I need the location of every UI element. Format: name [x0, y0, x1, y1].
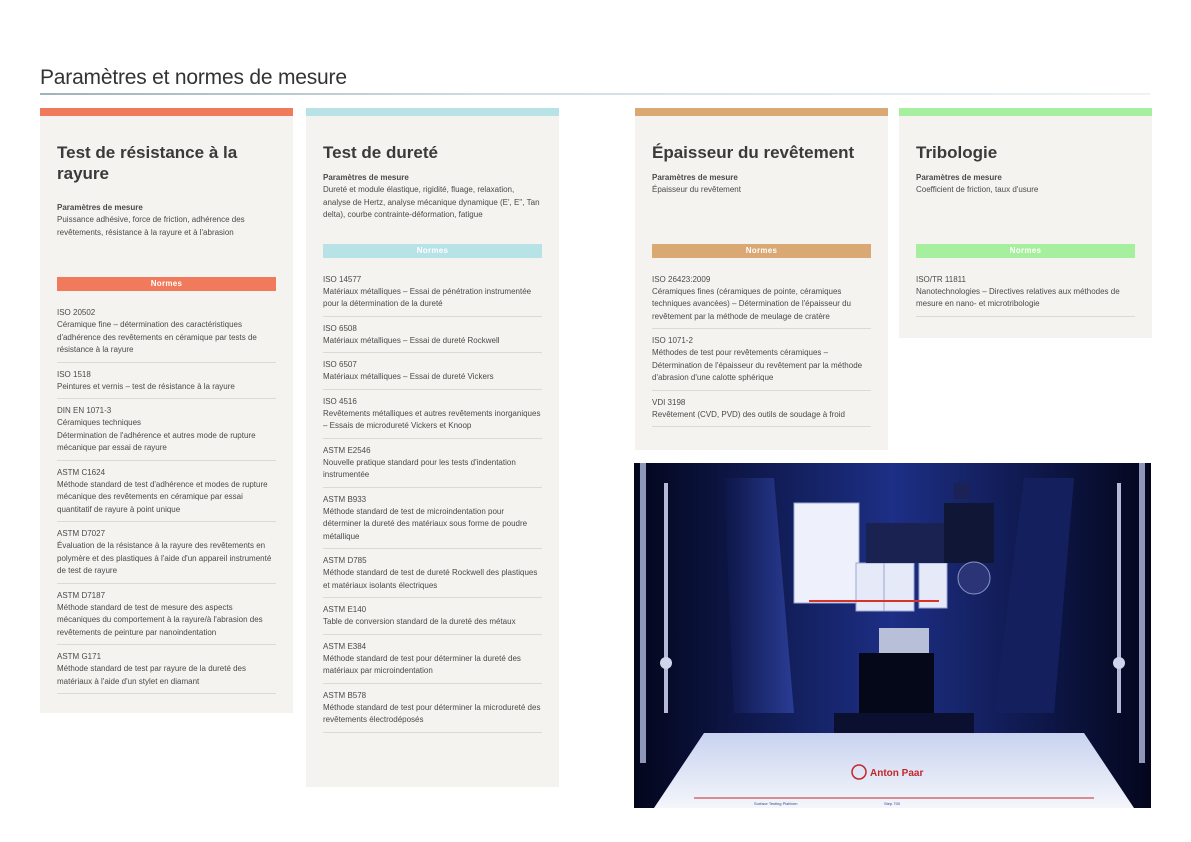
- standard-entry: [323, 635, 542, 684]
- card-coating-thickness: [635, 108, 888, 450]
- standard-entry: [916, 268, 1135, 317]
- card-title: Épaisseur du revêtement: [652, 143, 855, 162]
- standard-description: Table de conversion standard de la dureté des métaux: [323, 617, 516, 626]
- standard-description: Méthode standard de test de dureté Rockwell des plastiques et matériaux isolants électriques: [323, 568, 538, 590]
- standard-description: Méthode standard de test pour déterminer la microdureté des revêtements électrodéposés: [323, 702, 541, 724]
- standard-code: ASTM E140: [323, 605, 367, 614]
- card-accent-bar: [40, 108, 293, 116]
- standard-code: ASTM D7027: [57, 529, 106, 538]
- standard-entry: [323, 549, 542, 598]
- standard-code: ISO 20502: [57, 308, 96, 317]
- standard-entry: [652, 391, 871, 428]
- standards-list: [652, 268, 871, 428]
- standard-entry: [57, 584, 276, 646]
- model-label: Step 700: [884, 801, 901, 806]
- card-tribology: [899, 108, 1152, 338]
- instrument-photo: [634, 463, 1151, 808]
- standard-entry: [323, 439, 542, 488]
- params-text: Épaisseur du revêtement: [652, 185, 741, 194]
- standard-description: Peintures et vernis – test de résistance à la rayure: [57, 381, 235, 391]
- standard-description: Revêtements métalliques et autres revêtements inorganiques – Essais de microdureté Vickers et Knoop: [323, 408, 541, 430]
- standard-entry: [323, 684, 542, 733]
- standard-description: Méthode standard de test par rayure de la dureté des matériaux à l'aide d'un stylet en diamant: [57, 664, 247, 686]
- standard-description: Matériaux métalliques – Essai de pénétration instrumentée pour la détermination de la dureté: [323, 286, 532, 308]
- standard-entry: [323, 353, 542, 390]
- standard-entry: [57, 461, 276, 523]
- standard-description: Céramique fine – détermination des caractéristiques d'adhérence des revêtements en céramique par tests de résistance à la rayure: [57, 320, 257, 354]
- standard-description: Méthode standard de test de mesure des aspects mécaniques du comportement à la rayure/à l'abrasion des revêtements de peinture par nanoindentation: [57, 602, 263, 637]
- standard-code: DIN EN 1071-3: [57, 406, 112, 415]
- card-title: Tribologie: [916, 143, 998, 162]
- standard-entry: [57, 363, 276, 400]
- standard-entry: [57, 301, 276, 363]
- params-text: Puissance adhésive, force de friction, adhérence des revêtements, résistance à la rayure et à l'abrasion: [57, 215, 245, 237]
- standard-entry: [323, 390, 542, 439]
- standard-entry: [652, 329, 871, 391]
- standard-code: ASTM B933: [323, 494, 367, 504]
- instrument-illustration: [634, 463, 1151, 808]
- card-scratch-resistance: [40, 108, 293, 713]
- normes-label: Normes: [916, 244, 1135, 258]
- title-divider: [40, 93, 1150, 95]
- params-text: Coefficient de friction, taux d'usure: [916, 185, 1039, 194]
- normes-label: Normes: [652, 244, 871, 258]
- standard-entry: [323, 268, 542, 317]
- standard-code: ISO 6507: [323, 360, 357, 369]
- standard-code: ISO 26423:2009: [652, 274, 711, 284]
- params-heading: Paramètres de mesure: [57, 203, 143, 212]
- params-heading: Paramètres de mesure: [652, 173, 738, 182]
- standard-description: Revêtement (CVD, PVD) des outils de soudage à froid: [652, 409, 845, 419]
- params-text: Dureté et module élastique, rigidité, fluage, relaxation, analyse de Hertz, analyse mécanique dynamique (E', E'', Tan delta), courbe contrainte-déformation, fatigue: [323, 185, 540, 219]
- standard-entry: [323, 598, 542, 635]
- standard-description: Matériaux métalliques – Essai de dureté Rockwell: [323, 335, 500, 345]
- card-accent-bar: [306, 108, 559, 116]
- standard-code: ASTM B578: [323, 690, 367, 700]
- card-title: Test de résistance à la rayure: [57, 143, 238, 183]
- normes-label: Normes: [323, 244, 542, 258]
- params-heading: Paramètres de mesure: [916, 173, 1002, 182]
- standard-description: Céramiques techniques Détermination de l'adhérence et autres mode de rupture mécanique par essai de rayure: [57, 418, 256, 452]
- standard-code: ASTM G171: [57, 652, 102, 661]
- card-accent-bar: [899, 108, 1152, 116]
- standard-code: ISO/TR 11811: [916, 274, 966, 284]
- standard-code: ASTM D7187: [57, 590, 106, 600]
- standard-entry: [57, 645, 276, 694]
- card-title: Test de dureté: [323, 143, 438, 162]
- standard-code: ASTM C1624: [57, 467, 106, 477]
- standard-code: ISO 14577: [323, 274, 362, 284]
- standard-description: Méthode standard de test d'adhérence et modes de rupture mécanique des revêtements en céramique par essai quantitatif de rayure à point unique: [57, 479, 268, 514]
- brand-label: Anton Paar: [870, 768, 924, 779]
- params-heading: Paramètres de mesure: [323, 173, 409, 182]
- standard-description: Méthode standard de test pour déterminer la dureté des matériaux par microindentation: [323, 653, 521, 675]
- standard-code: ISO 6508: [323, 323, 357, 333]
- standard-entry: [57, 399, 276, 461]
- standards-list: [323, 268, 542, 733]
- standards-list: [57, 301, 276, 694]
- standard-description: Nanotechnologies – Directives relatives aux méthodes de mesure en nano- et microtribologie: [916, 286, 1120, 308]
- standard-code: ISO 1518: [57, 369, 91, 379]
- card-hardness: [306, 108, 559, 787]
- standards-list: [916, 268, 1135, 317]
- standard-entry: [652, 268, 871, 330]
- standard-description: Matériaux métalliques – Essai de dureté Vickers: [323, 372, 494, 381]
- card-accent-bar: [635, 108, 888, 116]
- normes-label: Normes: [57, 277, 276, 291]
- standard-code: ASTM E384: [323, 641, 367, 651]
- standard-description: Nouvelle pratique standard pour les tests d'indentation instrumentée: [323, 457, 516, 479]
- standard-description: Méthode standard de test de microindentation pour déterminer la dureté des matériaux sous forme de poudre métallique: [323, 506, 528, 541]
- standard-code: ASTM D785: [323, 556, 367, 565]
- standard-code: ASTM E2546: [323, 445, 371, 455]
- page-title: Paramètres et normes de mesure: [40, 66, 347, 89]
- standard-code: VDI 3198: [652, 397, 686, 407]
- standard-entry: [323, 488, 542, 550]
- standard-entry: [323, 317, 542, 354]
- standard-code: ISO 1071-2: [652, 336, 693, 345]
- standard-description: Céramiques fines (céramiques de pointe, céramiques techniques avancées) – Détermination de l'épaisseur du revêtement par la méthode de meulage de cratère: [652, 286, 851, 321]
- standard-entry: [57, 522, 276, 584]
- standard-description: Évaluation de la résistance à la rayure des revêtements en polymère et des plastiques à l'aide d'un appareil instrumenté de test de rayure: [57, 541, 272, 575]
- standard-description: Méthodes de test pour revêtements céramiques – Détermination de l'épaisseur du revêtement par la méthode d'abrasion d'une calotte sphérique: [652, 348, 863, 382]
- standard-code: ISO 4516: [323, 396, 357, 406]
- plate-label: Surface Testing Platform: [754, 801, 798, 806]
